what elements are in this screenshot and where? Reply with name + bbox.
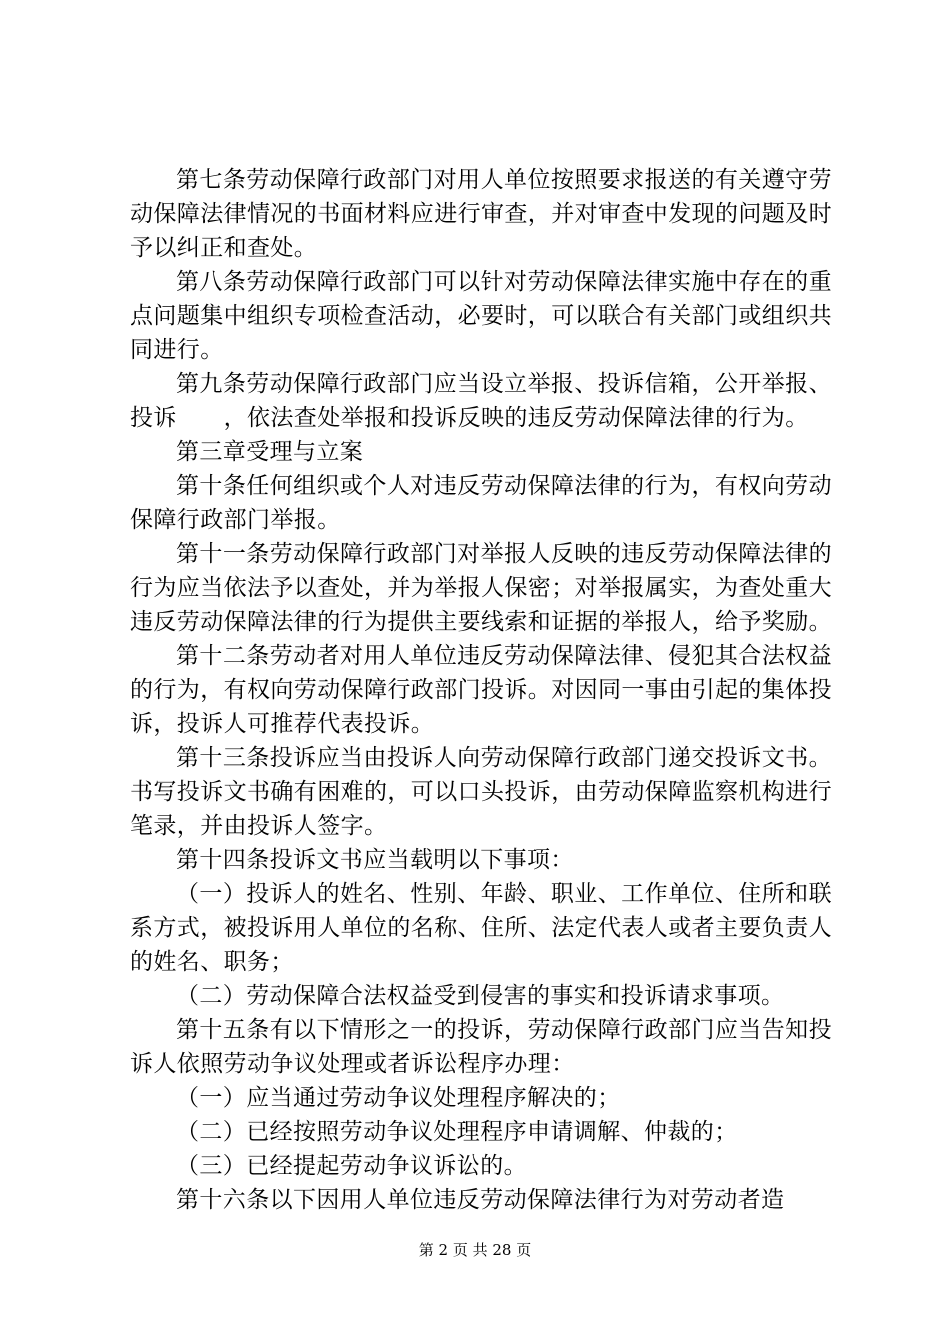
article-14-item-1: （一）投诉人的姓名、性别、年龄、职业、工作单位、住所和联系方式，被投诉用人单位的名称、住所、法定代表人或者主要负责人的姓名、职务； [130,881,832,975]
chapter-heading: 第三章受理与立案 [176,439,364,465]
article-13: 第十三条投诉应当由投诉人向劳动保障行政部门递交投诉文书。书写投诉文书确有困难的，可以口头投诉，由劳动保障监察机构进行笔录，并由投诉人签字。 [130,745,832,839]
article-15-item-1: （一）应当通过劳动争议处理程序解决的； [176,1085,621,1111]
article-9: 第九条劳动保障行政部门应当设立举报、投诉信箱，公开举报、投诉 ，依法查处举报和投诉反映的违反劳动保障法律的行为。 [130,371,832,431]
article-10: 第十条任何组织或个人对违反劳动保障法律的行为，有权向劳动保障行政部门举报。 [130,473,832,533]
article-15-item-3: （三）已经提起劳动争议诉讼的。 [176,1153,527,1179]
article-14-item-2: （二）劳动保障合法权益受到侵害的事实和投诉请求事项。 [176,983,785,1009]
document-body [130,163,832,1217]
article-16: 第十六条以下因用人单位违反劳动保障法律行为对劳动者造 [176,1187,785,1213]
article-7: 第七条劳动保障行政部门对用人单位按照要求报送的有关遵守劳动保障法律情况的书面材料应进行审查，并对审查中发现的问题及时予以纠正和查处。 [130,167,832,261]
article-8: 第八条劳动保障行政部门可以针对劳动保障法律实施中存在的重点问题集中组织专项检查活动，必要时，可以联合有关部门或组织共同进行。 [130,269,832,363]
article-15: 第十五条有以下情形之一的投诉，劳动保障行政部门应当告知投诉人依照劳动争议处理或者诉讼程序办理： [130,1017,832,1077]
article-12: 第十二条劳动者对用人单位违反劳动保障法律、侵犯其合法权益的行为，有权向劳动保障行政部门投诉。对因同一事由引起的集体投诉，投诉人可推荐代表投诉。 [130,643,832,737]
article-11: 第十一条劳动保障行政部门对举报人反映的违反劳动保障法律的行为应当依法予以查处，并为举报人保密；对举报属实，为查处重大违反劳动保障法律的行为提供主要线索和证据的举报人，给予奖励。 [130,541,832,635]
page-footer: 第 2 页 共 28 页 [418,1241,532,1259]
article-14: 第十四条投诉文书应当载明以下事项： [176,847,574,873]
article-15-item-2: （二）已经按照劳动争议处理程序申请调解、仲裁的； [176,1119,738,1145]
